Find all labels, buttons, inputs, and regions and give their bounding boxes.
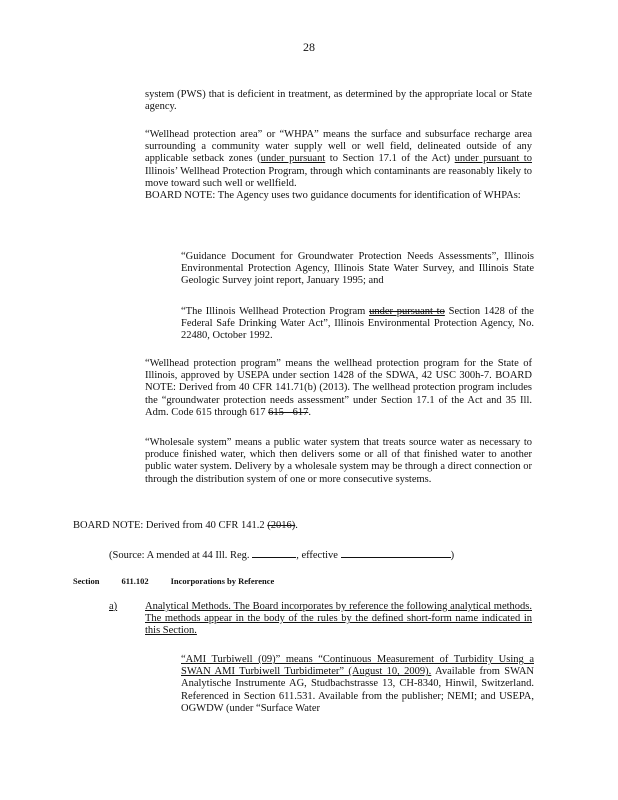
iwpp-struck: under pursuant to bbox=[369, 306, 445, 317]
effective-blank-line bbox=[341, 548, 451, 558]
wholesale-text: “Wholesale system” means a public water system that treats source water as necessary to produce finished water, which then delivers some or all of that finished water to another public water system. Delivery by a wholesale system may be through a direct connection or through the distribution system of one or more consecutive systems. bbox=[145, 437, 532, 485]
ami-underlined: “AMI Turbiwell (09)” means “Continuous Measurement of Turbidity Using a SWAN AMI Turbiwell Turbidimeter” (August 10, 2009). bbox=[181, 654, 534, 678]
board-note-derived bbox=[73, 520, 473, 532]
whpp-tail: . bbox=[308, 406, 311, 418]
source-note bbox=[109, 548, 529, 562]
whpa-text bbox=[145, 129, 532, 190]
whpp-struck: 615 - 617 bbox=[268, 406, 309, 418]
whpp-lead: “Wellhead protection program” means the wellhead protection program for the State of Illinois, approved by USEPA under section 1428 of the SDWA, 42 USC 300h-7. BOARD NOTE: Derived from 40 CFR 141.71(b) (2013). The wellhead protection program includes the “groundwater protection needs assessment” under Section 17.1 of the Act and 35 Ill. Adm. Code 615 through 617 bbox=[145, 358, 532, 418]
subsection-a-marker: a) bbox=[109, 601, 118, 612]
iwpp-citation bbox=[181, 306, 534, 343]
pws-definition-continued bbox=[145, 89, 532, 113]
iwpp-tail: Section 1428 of the Federal Safe Drinking Water Act”, Illinois Environmental Protection Agency, No. 22480, October 1992. bbox=[181, 306, 534, 342]
source-mid: , effective bbox=[296, 550, 341, 561]
ami-rest: Available from SWAN Analytische Instrumente AG, Studbachstrasse 13, CH-8340, Hinwil, Switzerland. Referenced in Section 611.531. Available from the publisher; NEMI; and USEPA, OGWDW (under “Surface Water bbox=[181, 666, 535, 714]
source-tail: ) bbox=[450, 550, 455, 561]
pws-text: system (PWS) that is deficient in treatment, as determined by the appropriate local or State agency. bbox=[145, 89, 532, 113]
wholesale-system-definition bbox=[145, 437, 532, 486]
whpa-inserted-2: under pursuant to bbox=[454, 153, 532, 165]
iwpp-lead: “The Illinois Wellhead Protection Program bbox=[181, 306, 370, 317]
whpa-definition bbox=[145, 129, 532, 202]
section-label: Section bbox=[73, 576, 100, 586]
whpa-mid: to Section 17.1 of the Act) bbox=[325, 153, 455, 165]
reg-blank-line bbox=[252, 548, 296, 558]
whpa-tail: Illinois’ Wellhead Protection Program, through which contaminants are reasonably likely to move toward such well or wellfield. bbox=[145, 165, 532, 189]
board-note-tail: . bbox=[295, 520, 298, 531]
iwpp-text bbox=[181, 306, 534, 343]
subsection-a-text: Analytical Methods. The Board incorporates by reference the following analytical methods. The methods appear in the body of the rules by the defined short-form name indicated in this Section. bbox=[145, 601, 532, 637]
guidance-text: “Guidance Document for Groundwater Protection Needs Assessments”, Illinois Environmental Protection Agency, Illinois State Water Survey, and Illinois State Geologic Survey joint report, January 1995; and bbox=[181, 251, 534, 287]
whpp-definition bbox=[145, 358, 532, 419]
source-lead: (Source: A mended at 44 Ill. Reg. bbox=[109, 550, 253, 561]
ami-turbiwell-entry bbox=[181, 654, 534, 715]
board-note-struck: (2016) bbox=[267, 520, 296, 531]
section-heading bbox=[73, 576, 296, 586]
whpa-board-note: BOARD NOTE: The Agency uses two guidance documents for identification of WHPAs: bbox=[145, 190, 521, 202]
whpp-text bbox=[145, 358, 532, 419]
section-title: Incorporations by Reference bbox=[170, 576, 275, 586]
whpa-inserted-1: under pursuant bbox=[260, 153, 326, 165]
section-number: 611.102 bbox=[121, 576, 149, 586]
guidance-document-citation bbox=[181, 251, 534, 288]
whpa-lead: “Wellhead protection area” or “WHPA” means the surface and subsurface recharge area surrounding a community water supply well or well field, delineated outside of any applicable setback zones ( bbox=[145, 129, 532, 165]
page-number: 28 bbox=[303, 40, 315, 54]
board-note-lead: BOARD NOTE: Derived from 40 CFR 141.2 bbox=[73, 520, 268, 531]
